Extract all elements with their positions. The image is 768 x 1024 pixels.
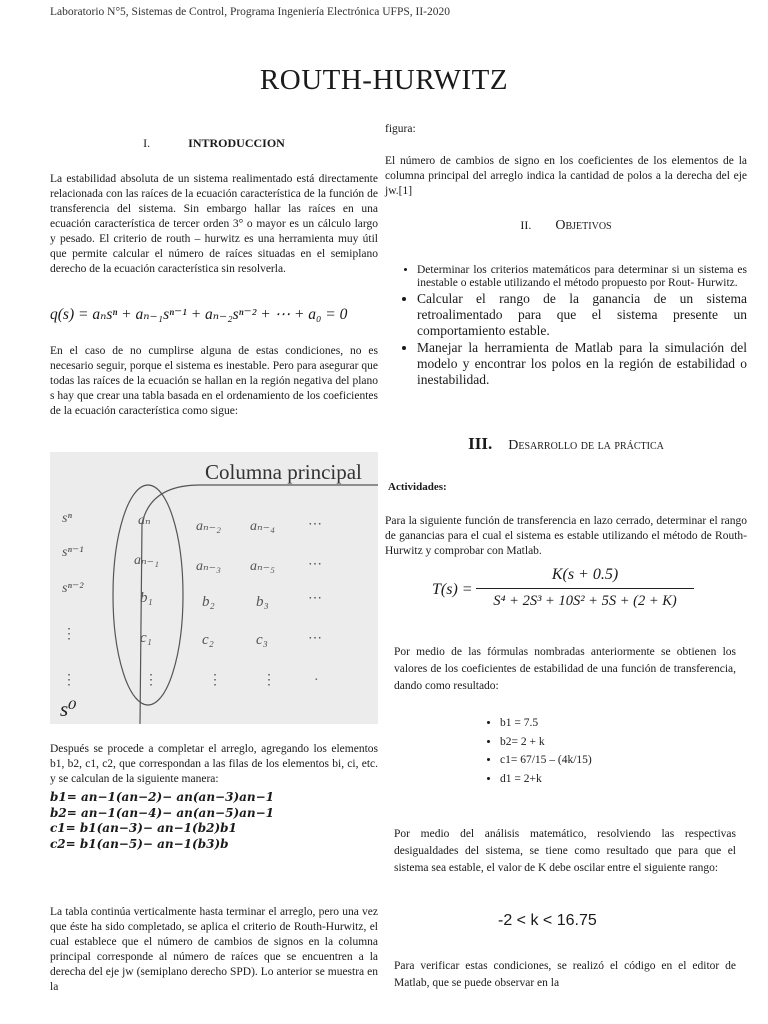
figure-continuation: figura: bbox=[385, 123, 416, 135]
array-cell: ⋯ bbox=[308, 591, 322, 606]
result-item: • c1= 67/15 – (4k/15) bbox=[500, 751, 592, 770]
array-cell: c₃ bbox=[256, 632, 268, 648]
objective-item: • Determinar los criterios matemáticos para determinar si un sistema es inestable o estable utilizando el método propuesto por Rout- Hurwitz. bbox=[417, 264, 747, 290]
completion-paragraph: Después se procede a completar el arreglo, agregando los elementos b1, b2, c1, c2, que correspondan a las filas de los elementos bi, ci, etc. y se calculan de la siguiente manera: bbox=[50, 743, 378, 785]
routh-array-figure bbox=[50, 452, 378, 724]
formula-b2: b2= an−1(an−4)− an(an−5)an−1 bbox=[50, 805, 275, 820]
formula-c1: c1= b1(an−3)− an−1(b2)b1 bbox=[50, 821, 237, 835]
criterion-paragraph: La tabla continúa verticalmente hasta terminar el arreglo, pero una vez que éste ha sido completado, se aplica el criterio de Routh-Hurwitz, el cual establece que el número de cambios de signos en la columna principal corresponde al número de raíces que se encuentren a la derecha del eje jw (semiplano derecho SPD). Lo anterior se muestra en la bbox=[50, 906, 378, 993]
array-cell: aₙ₋₃ bbox=[196, 559, 221, 574]
array-cell: aₙ bbox=[138, 513, 151, 528]
array-cell: ⋯ bbox=[308, 631, 322, 646]
section-title: INTRODUCCION bbox=[188, 136, 285, 150]
array-cell: aₙ₋₁ bbox=[134, 553, 159, 568]
sign-changes-paragraph: El número de cambios de signo en los coeficientes de los elementos de la columna principal del arreglo indica la cantidad de polos a la derecha del eje jw.[1] bbox=[385, 155, 747, 197]
document-title: ROUTH-HURWITZ bbox=[259, 64, 509, 96]
section-number: I. bbox=[143, 136, 151, 150]
results-intro-paragraph: Por medio de las fórmulas nombradas anteriormente se obtienen los valores de los coeficientes de estabilidad de una función de transferencia, dando como resultado: bbox=[394, 646, 736, 692]
row-label: sⁿ bbox=[62, 511, 72, 526]
array-cell: b₁ bbox=[140, 590, 153, 606]
routh-array-diagram bbox=[50, 452, 378, 724]
array-cell: aₙ₋₂ bbox=[196, 519, 221, 534]
intro-paragraph: La estabilidad absoluta de un sistema realimentado está directamente relacionada con las raíces de la ecuación característica de la función de transferencia del sistema. Sin embargo hallar las raíces en una ecuación característica de tercer orden 3° o mayor es un cálculo largo y pesado. El criterio de routh – hurwitz es una herramienta muy útil que permite calcular el número de raíces situadas en el semiplano derecho de la ecuación característica sin resolverla. bbox=[50, 173, 378, 275]
section-introduction-heading bbox=[50, 136, 378, 151]
coefficient-results bbox=[490, 714, 592, 788]
result-item: • b2= 2 + k bbox=[500, 733, 592, 752]
array-cell: b₃ bbox=[256, 594, 269, 610]
activities-label: Actividades: bbox=[388, 481, 447, 493]
array-cell: aₙ₋₄ bbox=[250, 519, 275, 534]
objectives-list bbox=[385, 264, 747, 389]
objective-item: • Calcular el rango de la ganancia de un sistema retroalimentado para que el sistema presente un comportamiento estable. bbox=[417, 291, 747, 339]
row-label: sⁿ⁻¹ bbox=[62, 545, 84, 560]
task-paragraph: Para la siguiente función de transferencia en lazo cerrado, determinar el rango de ganancias para el cual el sistema es estable utilizando el método de Routh-Hurwitz y comprobar con Matlab. bbox=[385, 515, 747, 557]
transfer-function-lhs: T(s) = bbox=[432, 581, 473, 598]
transfer-function-denominator: S⁴ + 2S³ + 10S² + 5S + (2 + K) bbox=[493, 593, 677, 609]
analysis-paragraph: Por medio del análisis matemático, resolviendo las respectivas desigualdades del sistema, se tiene como resultado que para que el sistema sea estable, el valor de K debe oscilar entre el siguiente rango: bbox=[394, 828, 736, 874]
transfer-function-numerator: K(s + 0.5) bbox=[476, 566, 694, 589]
conditions-paragraph: En el caso de no cumplirse alguna de estas condiciones, no es necesario seguir, porque el sistema es inestable. Pero para asegurar que todas las raíces de la ecuación se hallan en la región negativa del plano s hay que crear una tabla basada en el ordenamiento de los coeficientes de la ecuación característica como sigue: bbox=[50, 345, 378, 417]
array-cell: · bbox=[314, 673, 319, 688]
objective-item: • Manejar la herramienta de Matlab para la simulación del modelo y encontrar los polos en la región de estabilidad o inestabilidad. bbox=[417, 340, 747, 388]
row-label: sⁿ⁻² bbox=[62, 581, 84, 596]
array-cell: ⋮ bbox=[262, 673, 276, 688]
running-header: Laboratorio N°5, Sistemas de Control, Programa Ingeniería Electrónica UFPS, II-2020 bbox=[50, 6, 450, 18]
row-label: s⁰ bbox=[60, 697, 77, 721]
matlab-paragraph: Para verificar estas condiciones, se realizó el código en el editor de Matlab, que se puede observar en la bbox=[394, 960, 736, 989]
result-item: • b1 = 7.5 bbox=[500, 714, 592, 733]
coefficient-formulas bbox=[50, 790, 274, 852]
formula-c2: c2= b1(an−5)− an−1(b3)b bbox=[50, 836, 229, 851]
characteristic-equation: q(s) = aₙsⁿ + aₙ₋₁sⁿ⁻¹ + aₙ₋₂sⁿ⁻² + ⋯ + a₀ = 0 bbox=[50, 306, 348, 323]
section-number: II. bbox=[520, 218, 532, 232]
array-cell: ⋮ bbox=[208, 673, 222, 688]
result-item: • d1 = 2+k bbox=[500, 770, 592, 789]
array-cell: ⋯ bbox=[308, 557, 322, 572]
stability-range: -2 < k < 16.75 bbox=[498, 912, 597, 929]
formula-b1: b1= an−1(an−2)− an(an−3)an−1 bbox=[50, 790, 275, 804]
row-label: ⋮ bbox=[62, 627, 76, 642]
section-objectives-heading bbox=[385, 218, 747, 233]
array-cell: c₁ bbox=[140, 630, 152, 646]
section-title: Objetivos bbox=[555, 218, 612, 233]
section-development-heading bbox=[385, 436, 747, 453]
figure-caption: Columna principal bbox=[205, 460, 362, 484]
array-cell: ⋮ bbox=[144, 673, 158, 688]
array-cell: b₂ bbox=[202, 594, 215, 610]
section-title: Desarrollo de la práctica bbox=[508, 438, 664, 453]
row-label: ⋮ bbox=[62, 673, 76, 688]
section-number: III. bbox=[468, 434, 493, 453]
array-cell: c₂ bbox=[202, 632, 214, 648]
array-cell: ⋯ bbox=[308, 517, 322, 532]
array-cell: aₙ₋₅ bbox=[250, 559, 275, 574]
